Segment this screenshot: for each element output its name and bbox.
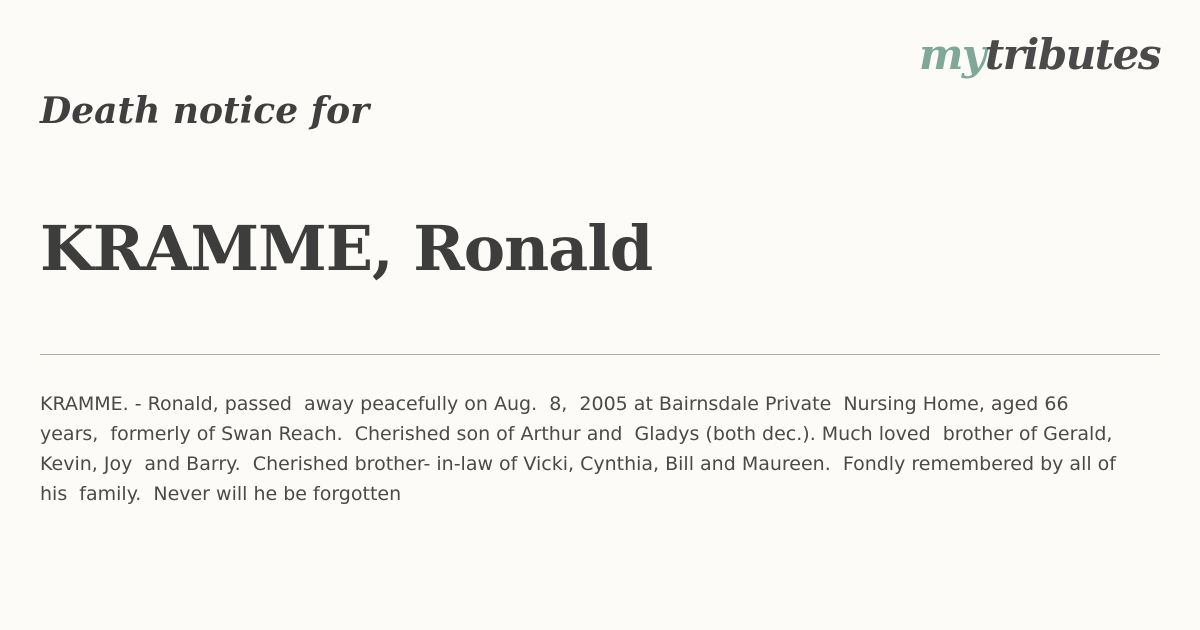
logo-my-text: my bbox=[918, 30, 985, 79]
deceased-name: KRAMME, Ronald bbox=[40, 212, 653, 285]
mytributes-logo[interactable] bbox=[918, 30, 1160, 79]
death-notice-label: Death notice for bbox=[40, 90, 370, 132]
death-notice-text: KRAMME. - Ronald, passed away peacefully on Aug. 8, 2005 at Bairnsdale Private Nursing Home, aged 66 years, formerly of Swan Reach. Cherished son of Arthur and Gladys (both dec.). Much loved brother of Gerald, Kevin, Joy and Barry. Cherished brother- in-law of Vicki, Cynthia, Bill and Maureen. Fondly remembered by all of his family. Never will he be forgotten bbox=[40, 393, 1123, 505]
logo-tributes-text: tributes bbox=[984, 30, 1160, 79]
section-divider bbox=[40, 354, 1160, 355]
